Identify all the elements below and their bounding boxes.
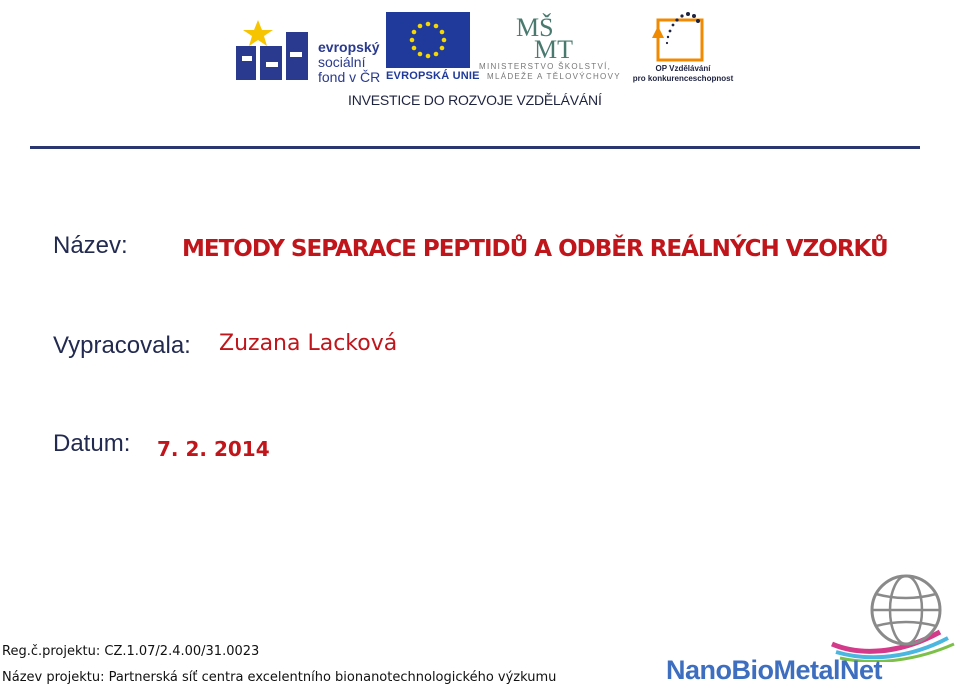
date-value: 7. 2. 2014 <box>157 437 270 461</box>
msmt-text <box>479 62 621 82</box>
svg-text:MT: MT <box>534 35 573 60</box>
document-title: METODY SEPARACE PEPTIDŮ A ODBĚR REÁLNÝCH VZORKŮ <box>182 236 888 262</box>
registration-number: Reg.č.projektu: CZ.1.07/2.4.00/31.0023 <box>2 644 260 659</box>
date-label: Datum: <box>53 430 131 457</box>
esf-text <box>318 40 380 85</box>
header-divider <box>30 146 920 149</box>
msmt-line-1: MINISTERSTVO ŠKOLSTVÍ, <box>479 62 612 71</box>
eu-flag-icon <box>386 12 470 68</box>
op-line-2: pro konkurenceschopnost <box>632 74 734 83</box>
op-line-1: OP Vzdělávání <box>655 64 711 73</box>
msmt-logo-icon <box>514 12 590 60</box>
esf-line-3: fond v ČR <box>318 69 381 85</box>
globe-icon <box>830 572 956 662</box>
eu-label: EVROPSKÁ UNIE <box>386 70 480 82</box>
op-logo-icon <box>652 10 712 66</box>
nanobiometalnet-logo: NanoBioMetalNet <box>666 655 883 685</box>
op-text <box>628 64 738 84</box>
title-label: Název: <box>53 232 128 259</box>
svg-text:MŠ: MŠ <box>516 13 554 42</box>
author-label: Vypracovala: <box>53 332 191 359</box>
esf-logo-icon <box>232 12 312 82</box>
author-name: Zuzana Lacková <box>219 331 398 356</box>
project-name: Název projektu: Partnerská síť centra excelentního bionanotechnologického výzkumu <box>2 670 557 685</box>
esf-line-1: evropský <box>318 39 380 55</box>
invest-banner: INVESTICE DO ROZVOJE VZDĚLÁVÁNÍ <box>348 92 602 108</box>
esf-line-2: sociální <box>318 54 366 70</box>
msmt-line-2: MLÁDEŽE A TĚLOVÝCHOVY <box>487 72 621 81</box>
